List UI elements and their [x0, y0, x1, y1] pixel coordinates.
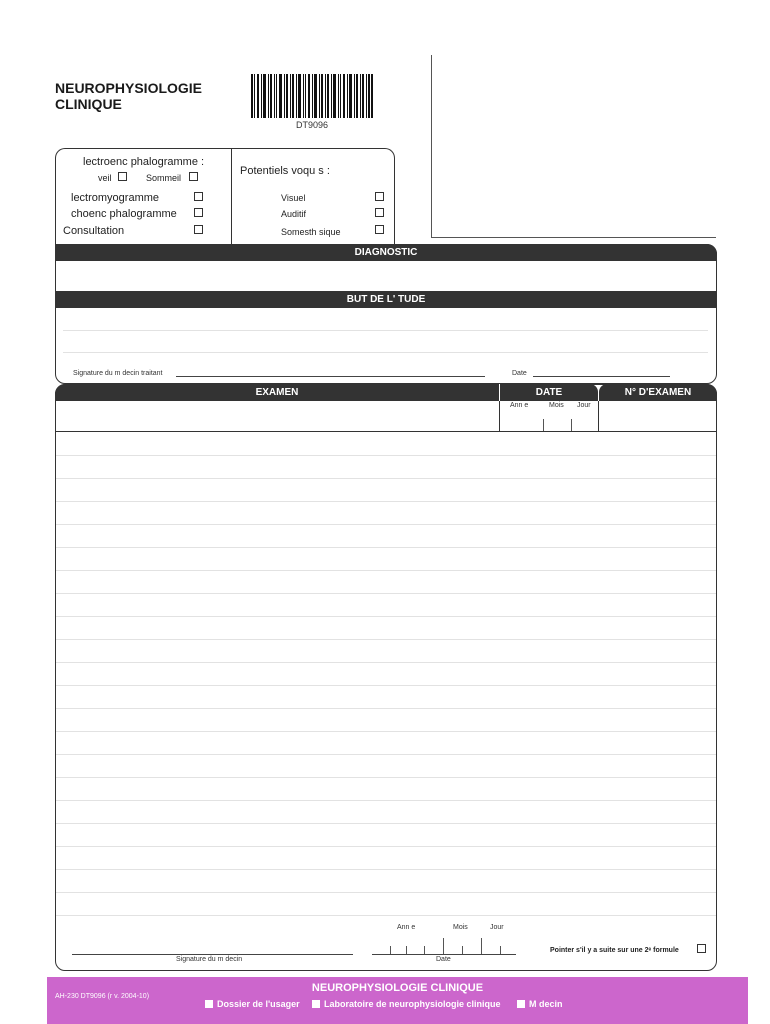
auditif-label: Auditif	[281, 209, 307, 219]
copy-medecin	[517, 999, 563, 1009]
exam-line	[56, 455, 716, 456]
pointer-suite-checkbox[interactable]	[697, 944, 706, 953]
barcode-image	[251, 74, 373, 118]
exam-line	[56, 777, 716, 778]
consultation-label: Consultation	[63, 225, 125, 237]
mois-label: Mois	[549, 402, 564, 409]
annee-label: Ann e	[510, 402, 529, 409]
signature-medecin-label: Signature du m decin	[176, 956, 243, 963]
visuel-checkbox[interactable]	[375, 192, 384, 201]
eveil-label: veil	[98, 173, 112, 183]
exam-line	[56, 731, 716, 732]
exam-line	[56, 892, 716, 893]
evoked-potentials-label: Potentiels voqu s :	[240, 165, 330, 177]
date-tick	[571, 419, 572, 431]
square-icon	[205, 1000, 213, 1008]
exam-line	[56, 501, 716, 502]
date-tick	[390, 946, 391, 954]
exam-line	[56, 662, 716, 663]
copy-laboratoire-label: Laboratoire de neurophysiologie clinique	[324, 999, 501, 1009]
date-col-right-border	[598, 401, 599, 431]
label-area-bottom-border	[431, 237, 716, 238]
footer-title: NEUROPHYSIOLOGIE CLINIQUE	[311, 982, 484, 994]
exam-line	[56, 547, 716, 548]
numero-examen-header: N° D'EXAMEN	[599, 384, 717, 401]
date-tick	[500, 946, 501, 954]
exam-line	[56, 708, 716, 709]
jour-label: Jour	[577, 402, 591, 409]
emg-label: lectromyogramme	[71, 192, 160, 204]
bottom-jour-label: Jour	[490, 924, 504, 931]
sommeil-label: Sommeil	[146, 173, 182, 183]
exam-line	[56, 616, 716, 617]
form-code: AH-230 DT9096 (r v. 2004-10)	[55, 993, 150, 1000]
exam-line	[56, 685, 716, 686]
eeg-label: lectroenc phalogramme :	[83, 156, 205, 168]
exam-line	[56, 800, 716, 801]
bottom-date-line[interactable]	[372, 954, 516, 955]
date-line[interactable]	[533, 376, 670, 377]
footer-band	[47, 977, 748, 1024]
square-icon	[312, 1000, 320, 1008]
echo-checkbox[interactable]	[194, 208, 203, 217]
diagnostic-header: DIAGNOSTIC	[55, 244, 717, 261]
date-tick	[443, 938, 444, 954]
visuel-label: Visuel	[281, 193, 306, 203]
exam-line	[56, 754, 716, 755]
sommeil-checkbox[interactable]	[189, 172, 198, 181]
but-etude-field[interactable]	[56, 309, 716, 359]
bottom-date-label: Date	[436, 956, 451, 963]
date-col-left-border	[499, 401, 500, 431]
label-area-left-border	[431, 55, 432, 237]
exam-line	[56, 570, 716, 571]
date-header: DATE	[499, 384, 598, 401]
exam-line	[56, 524, 716, 525]
emg-checkbox[interactable]	[194, 192, 203, 201]
bottom-mois-label: Mois	[453, 924, 468, 931]
somesthesique-checkbox[interactable]	[375, 225, 384, 234]
form-title-line1: NEUROPHYSIOLOGIE	[55, 80, 203, 96]
auditif-checkbox[interactable]	[375, 208, 384, 217]
exam-line	[56, 915, 716, 916]
copy-laboratoire	[312, 999, 501, 1009]
pointer-suite-label: Pointer s'il y a suite sur une 2ᵉ formule	[550, 947, 679, 954]
date-label: Date	[512, 370, 527, 377]
exam-line	[56, 823, 716, 824]
eveil-checkbox[interactable]	[118, 172, 127, 181]
date-tick	[481, 938, 482, 954]
somesthesique-label: Somesth sique	[281, 227, 341, 237]
exam-line	[56, 639, 716, 640]
copy-dossier-usager	[205, 999, 300, 1009]
date-tick	[462, 946, 463, 954]
exam-line	[56, 869, 716, 870]
echo-label: choenc phalogramme	[71, 208, 177, 220]
diagnostic-field[interactable]	[56, 262, 716, 290]
bottom-annee-label: Ann e	[397, 924, 416, 931]
date-tick	[543, 419, 544, 431]
date-tick	[406, 946, 407, 954]
form-title-line2: CLINIQUE	[55, 96, 122, 112]
exam-line	[56, 478, 716, 479]
examen-header: EXAMEN	[55, 384, 499, 401]
exam-type-divider	[231, 148, 232, 245]
exam-line	[56, 846, 716, 847]
consultation-checkbox[interactable]	[194, 225, 203, 234]
copy-medecin-label: M decin	[529, 999, 563, 1009]
form-title	[55, 80, 202, 112]
exam-lines-area[interactable]	[56, 432, 716, 920]
but-etude-header: BUT DE L' TUDE	[55, 291, 717, 308]
signature-medecin-traitant-line[interactable]	[176, 376, 485, 377]
exam-line	[56, 593, 716, 594]
square-icon	[517, 1000, 525, 1008]
signature-medecin-traitant-label: Signature du m decin traitant	[73, 370, 163, 377]
copy-dossier-usager-label: Dossier de l'usager	[217, 999, 300, 1009]
barcode-number: DT9096	[295, 120, 329, 130]
signature-medecin-line[interactable]	[72, 954, 353, 955]
date-tick	[424, 946, 425, 954]
